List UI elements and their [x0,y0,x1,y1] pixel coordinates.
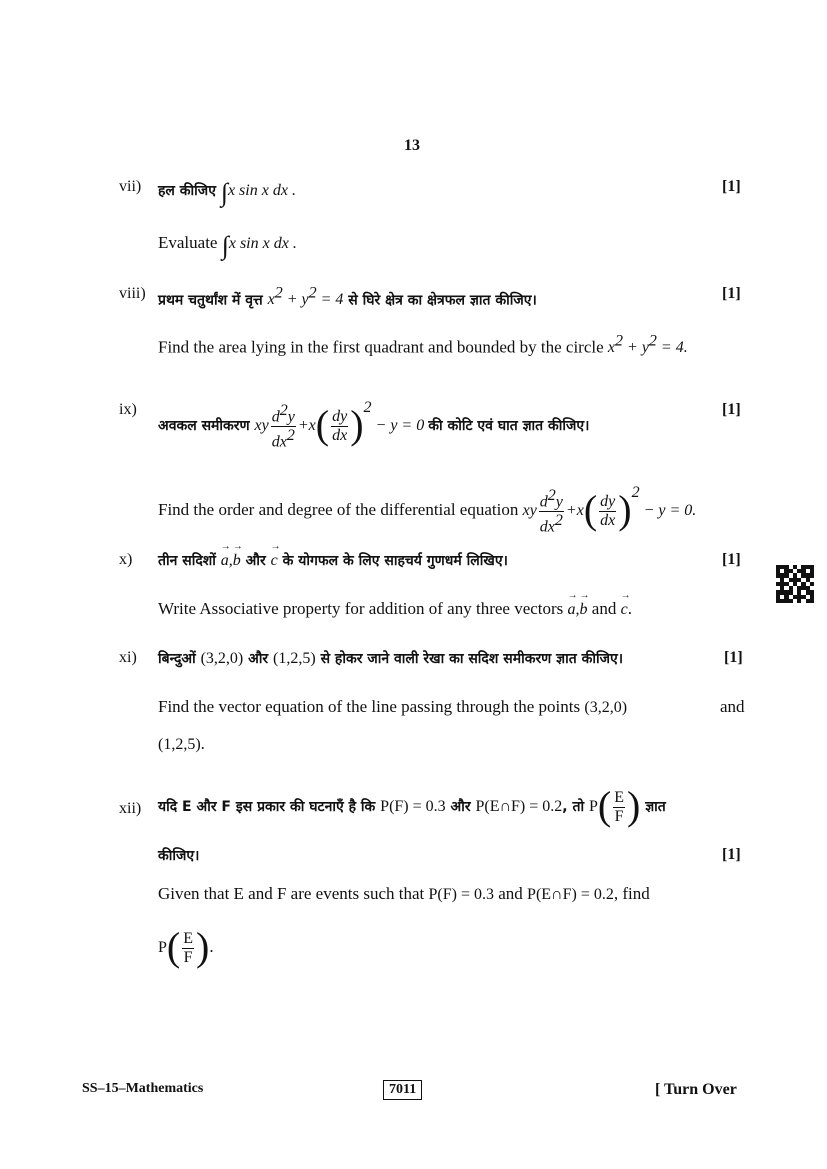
question-english [158,599,632,619]
math-op: + [297,417,309,434]
question-hindi [158,551,508,570]
prob-ef: P(E∩F) = 0.2 [527,886,614,903]
math-var: x [308,417,316,434]
integral-sign: ∫ [221,231,229,260]
math-var: x [262,235,270,252]
hindi-text: अवकल समीकरण [158,418,250,434]
math-end: . [683,339,688,357]
vector-a: → a [568,601,576,619]
math-end: . [292,235,297,252]
hindi-then: , तो [562,799,585,815]
question-number: vii) [119,178,142,195]
math-dx: dx [273,235,289,252]
hindi-text: प्रथम चतुर्थांश में वृत्त [158,292,263,309]
marks: [1] [724,649,743,666]
math-exp: 2 [308,285,317,302]
english-text: Evaluate [158,233,218,252]
vector-b: → b [580,601,588,619]
math-const: 4 [675,339,684,357]
point-1: (3,2,0) [584,699,628,716]
math-var: y [301,291,309,309]
math-exp: 2 [631,484,640,501]
hindi-text: ज्ञात [645,799,666,815]
marks: [1] [722,846,741,863]
prob-f: P(F) = 0.3 [428,886,494,903]
prob-p: P [588,798,598,815]
math-op: + [286,291,298,309]
math-comma: , [228,552,233,569]
math-exp: 2 [615,333,624,350]
question-hindi [158,383,589,451]
marks: [1] [722,401,741,418]
question-english [158,697,627,717]
math-var: x [576,502,584,519]
math-fn: sin [239,182,258,199]
english-and: and [498,884,523,903]
english-find: , find [613,884,650,903]
math-end: . [291,182,296,199]
math-d: d [539,492,548,510]
math-dy: dy [600,492,616,510]
point-1: (3,2,0) [200,650,244,667]
question-number: viii) [119,285,146,302]
question-number: xi) [119,649,137,666]
math-dx: dx [332,426,348,444]
point-2: (1,2,5) [158,736,201,753]
point-2: (1,2,5) [273,650,316,667]
math-exp: 2 [554,511,563,529]
math-end: . [692,502,697,519]
hindi-text-cont: कीजिए। [158,848,200,864]
math-end: . [209,937,214,956]
math-exp: 2 [648,333,657,350]
math-op: + [627,339,638,357]
math-var: y [287,407,295,425]
question-number: x) [119,551,133,568]
page-number: 13 [404,137,420,154]
event-e: E [183,929,194,947]
hindi-text: हल कीजिए [158,183,216,199]
footer-code: 7011 [383,1080,422,1100]
math-op: + [565,502,577,519]
english-and: and [591,599,617,618]
prob-f: P(F) = 0.3 [380,798,446,815]
diff-equation: xy $\frac{d^2y}{dx^2}$ +x( $\frac{dy}{dx}$ )$^2$ − y = 0. [522,484,697,536]
event-f: F [614,807,624,825]
qr-code [776,565,814,603]
hindi-text: तीन सदिशों [158,553,216,569]
question-english-cont [158,734,205,754]
event-e: E [614,788,624,806]
english-text: Find the vector equation of the line passing through the points [158,697,581,716]
math-exp: 2 [547,486,556,504]
math-comma: , [575,601,580,618]
math-dx: dx [539,518,555,536]
vector-c: → c [621,601,628,619]
hindi-text: बिन्दुओं [158,651,196,667]
math-var: x [227,182,236,199]
event-f: F [183,948,193,966]
english-text: Given that E and F are events such that [158,884,425,903]
vector-a: → a [221,552,229,570]
question-hindi: यदि E और F इस प्रकार की घटनाएँ है कि P(F) = 0.3 और P(E∩F) = 0.2, तो P( $\frac{E}{F}$ ) ज्ञात [158,783,666,828]
hindi-text: से होकर जाने वाली रेखा का सदिश समीकरण ज्ञात कीजिए। [320,651,624,667]
hindi-text: के योगफल के लिए साहचर्य गुणधर्म लिखिए। [282,553,508,569]
math-op: = [320,291,332,309]
question-hindi [158,649,623,668]
math-var: y [555,492,563,510]
question-hindi [158,178,296,208]
hindi-and: और [245,553,266,569]
hindi-and: और [248,651,269,667]
math-tail: − y = 0 [375,417,425,434]
math-dx: dx [271,433,287,451]
math-dx: dx [272,182,288,199]
english-and: and [720,697,745,716]
prob-ef: P(E∩F) = 0.2 [475,798,563,815]
prob-p: P [158,939,167,956]
integral-sign: ∫ [220,178,228,207]
english-text: Find the order and degree of the differential equation [158,500,519,519]
math-end: . [200,734,205,753]
math-d: d [271,407,280,425]
math-var: y [641,339,649,357]
question-number: ix) [119,401,137,418]
math-fn: sin [239,235,259,252]
vector-b: → b [233,552,241,570]
math-var: x [607,339,616,357]
hindi-text: की कोटि एवं घात ज्ञात कीजिए। [428,418,590,434]
math-var: xy [522,502,537,519]
math-var: x [261,182,269,199]
math-var: x [228,235,236,252]
math-const: 4 [335,291,344,309]
hindi-text: यदि E और F इस प्रकार की घटनाएँ है कि [158,799,376,815]
marks: [1] [722,178,741,195]
math-exp: 2 [274,285,283,302]
math-end: . [627,599,632,618]
question-hindi [158,285,537,309]
footer-subject: SS–15–Mathematics [82,1081,204,1096]
question-number: xii) [119,800,142,817]
question-english [158,231,297,261]
hindi-text: से घिरे क्षेत्र का क्षेत्रफल ज्ञात कीजिए। [348,292,537,309]
math-exp: 2 [363,399,372,416]
question-english [158,884,650,904]
math-exp: 2 [286,426,295,444]
math-op: = [660,339,672,357]
math-exp: 2 [279,401,288,419]
math-tail: − y = 0 [643,502,693,519]
math-dx: dx [600,511,616,529]
question-english-cont: P( $\frac{E}{F}$ ). [158,924,214,969]
english-text: Write Associative property for addition of any three vectors [158,599,564,618]
diff-equation: xy $\frac{d^2y}{dx^2}$ +x( $\frac{dy}{dx}$ )$^2$ − y = 0 [254,399,425,451]
vector-c: → c [271,552,278,570]
english-text: Find the area lying in the first quadrant and bounded by the circle [158,337,604,357]
turn-over: [ Turn Over [655,1081,737,1098]
math-dy: dy [332,407,348,425]
marks: [1] [722,285,741,302]
question-english [158,333,688,357]
math-var: xy [254,417,269,434]
math-var: x [267,291,275,309]
hindi-and: और [450,799,471,815]
marks: [1] [722,551,741,568]
question-english [158,468,696,536]
